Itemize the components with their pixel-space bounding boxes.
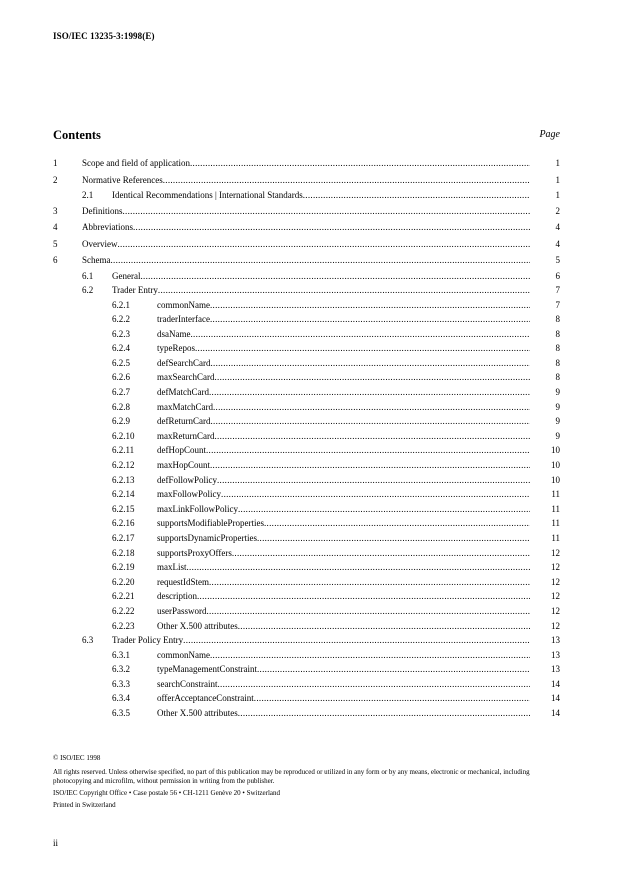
toc-entry-title-leader — [157, 662, 530, 677]
dot-leader — [215, 429, 531, 444]
toc-entry[interactable] — [53, 203, 560, 220]
toc-entry[interactable] — [53, 341, 560, 356]
toc-entry-number: 6.2.13 — [112, 474, 135, 485]
toc-entry-number: 6.2.16 — [112, 518, 135, 529]
toc-entry-page: 10 — [551, 474, 560, 485]
toc-entry-title: Other X.500 attributes — [157, 620, 238, 631]
dot-leader — [209, 385, 530, 400]
toc-entry-page: 7 — [555, 285, 560, 295]
toc-entry-page: 12 — [551, 547, 560, 558]
toc-entry-number: 6.2.3 — [112, 328, 130, 339]
dot-leader — [221, 487, 530, 502]
toc-entry[interactable] — [53, 269, 560, 284]
toc-entry-number: 6.2.20 — [112, 576, 135, 587]
toc-entry-title: commonName — [157, 649, 210, 660]
toc-entry-number: 4 — [53, 222, 58, 232]
toc-entry[interactable] — [53, 312, 560, 327]
page-column-label: Page — [539, 129, 560, 140]
dot-leader — [191, 327, 531, 342]
dot-leader — [183, 633, 530, 648]
toc-entry-title: requestIdStem — [157, 576, 209, 587]
toc-entry-page: 13 — [551, 649, 560, 660]
toc-entry-title: Schema — [82, 255, 111, 265]
toc-entry-title: Identical Recommendations | International Standards — [112, 190, 303, 200]
toc-entry-title-leader — [157, 560, 530, 575]
contents-heading: Contents — [53, 128, 101, 142]
toc-entry-title-leader — [157, 502, 530, 517]
toc-entry-page: 8 — [555, 357, 560, 368]
printed-in: Printed in Switzerland — [53, 800, 116, 809]
toc-entry-title: commonName — [157, 299, 210, 310]
toc-entry-number: 6.1 — [82, 270, 94, 281]
toc-entry-title-leader — [157, 356, 530, 371]
toc-entry-title: supportsDynamicProperties — [157, 533, 257, 543]
toc-entry-page: 9 — [555, 387, 560, 398]
toc-entry-number: 6.2.4 — [112, 343, 130, 354]
toc-entry-title-leader — [82, 252, 530, 269]
toc-entry-number: 6.3.4 — [112, 693, 130, 704]
toc-entry[interactable] — [53, 155, 560, 172]
copyright-office-address: ISO/IEC Copyright Office • Case postale 56 • CH-1211 Genève 20 • Switzerland — [53, 788, 281, 797]
toc-entry-title-leader — [157, 458, 530, 473]
toc-entry[interactable] — [53, 370, 560, 385]
toc-entry-title: typeManagementConstraint — [157, 664, 257, 675]
toc-entry-page: 6 — [555, 270, 560, 281]
toc-entry-number: 6.2.19 — [112, 562, 135, 573]
toc-entry[interactable] — [53, 546, 560, 561]
dot-leader — [213, 400, 530, 415]
dot-leader — [210, 458, 530, 473]
toc-entry[interactable] — [53, 648, 560, 663]
toc-entry-number: 2 — [53, 174, 58, 185]
toc-entry-number: 6.2.21 — [112, 591, 135, 602]
toc-entry-title: maxMatchCard — [157, 401, 213, 412]
toc-entry-title-leader — [157, 706, 530, 721]
toc-entry[interactable] — [53, 633, 560, 648]
toc-entry-title: defFollowPolicy — [157, 474, 217, 485]
dot-leader — [190, 155, 530, 172]
table-of-contents — [53, 155, 560, 721]
toc-entry-page: 11 — [551, 533, 560, 543]
toc-entry-number: 6.2.14 — [112, 489, 135, 500]
toc-entry-title-leader — [157, 589, 530, 604]
toc-entry-number: 6.3.3 — [112, 678, 130, 689]
toc-entry-title: Scope and field of application — [82, 158, 190, 168]
toc-entry-number: 6 — [53, 255, 58, 265]
toc-entry-title-leader — [157, 619, 530, 634]
toc-entry-title-leader — [82, 155, 530, 172]
toc-entry-title: Trader Entry — [112, 285, 158, 295]
dot-leader — [210, 298, 530, 313]
dot-leader — [210, 356, 530, 371]
toc-entry-title: traderInterface — [157, 314, 210, 325]
toc-entry[interactable] — [53, 589, 560, 604]
toc-entry-title: description — [157, 591, 197, 602]
dot-leader — [264, 516, 530, 531]
toc-entry-page: 8 — [555, 328, 560, 339]
toc-entry-title-leader — [157, 443, 530, 458]
toc-entry[interactable] — [53, 298, 560, 313]
toc-entry-title: defHopCount — [157, 445, 206, 456]
toc-entry-title-leader — [157, 298, 530, 313]
rights-statement: All rights reserved. Unless otherwise specified, no part of this publication may be reproduced or utilized in any form or by any means, electronic or mechanical, including photocopying and microfilm, without permission in writing from the publisher. — [53, 767, 530, 786]
toc-entry-title: defReturnCard — [157, 416, 211, 427]
toc-entry[interactable] — [53, 172, 560, 189]
toc-entry-page: 13 — [551, 664, 560, 675]
toc-entry-page: 12 — [551, 605, 560, 616]
toc-entry-number: 6.2.9 — [112, 416, 130, 427]
dot-leader — [257, 662, 530, 677]
toc-entry-page: 4 — [555, 222, 560, 232]
toc-entry-title: Trader Policy Entry — [112, 635, 184, 646]
toc-entry-page: 8 — [555, 314, 560, 325]
toc-entry-number: 6.2.10 — [112, 430, 135, 441]
toc-entry[interactable] — [53, 443, 560, 458]
toc-entry-number: 6.3.1 — [112, 649, 130, 660]
toc-entry-number: 6.2.12 — [112, 460, 135, 471]
toc-entry-number: 6.2 — [82, 285, 94, 295]
toc-entry-title: defMatchCard — [157, 387, 209, 398]
toc-entry-title: Definitions — [82, 205, 123, 216]
toc-entry-title-leader — [157, 604, 530, 619]
toc-entry-page: 1 — [555, 158, 560, 168]
toc-entry-title-leader — [112, 188, 530, 203]
toc-entry[interactable] — [53, 236, 560, 253]
toc-entry-page: 13 — [551, 635, 560, 646]
dot-leader — [158, 283, 530, 298]
toc-entry-title-leader — [157, 487, 530, 502]
toc-entry-page: 9 — [555, 416, 560, 427]
toc-entry-title-leader — [112, 269, 530, 284]
toc-entry-page: 12 — [551, 576, 560, 587]
toc-entry-title: searchConstraint — [157, 678, 218, 689]
toc-entry[interactable] — [53, 706, 560, 721]
dot-leader — [238, 706, 530, 721]
dot-leader — [254, 691, 530, 706]
dot-leader — [206, 443, 530, 458]
toc-entry[interactable] — [53, 219, 560, 236]
toc-entry-title-leader — [157, 341, 530, 356]
toc-entry[interactable] — [53, 188, 560, 203]
toc-entry-number: 6.2.5 — [112, 357, 130, 368]
toc-entry-number: 6.3 — [82, 635, 94, 646]
toc-entry[interactable] — [53, 516, 560, 531]
toc-entry-title: offerAcceptanceConstraint — [157, 693, 254, 704]
toc-entry-title-leader — [157, 385, 530, 400]
dot-leader — [197, 589, 530, 604]
toc-entry-title: Other X.500 attributes — [157, 708, 238, 719]
toc-entry-page: 9 — [555, 401, 560, 412]
toc-entry-number: 6.2.6 — [112, 372, 130, 383]
toc-entry-title: defSearchCard — [157, 357, 211, 368]
dot-leader — [123, 203, 531, 220]
toc-entry-page: 11 — [551, 518, 560, 529]
toc-entry-number: 6.2.11 — [112, 445, 135, 456]
toc-entry-number: 6.2.2 — [112, 314, 130, 325]
dot-leader — [195, 341, 530, 356]
toc-entry-page: 1 — [555, 190, 560, 200]
toc-entry-title: maxReturnCard — [157, 430, 215, 441]
dot-leader — [232, 546, 530, 561]
toc-entry[interactable] — [53, 502, 560, 517]
toc-entry-number: 6.2.18 — [112, 547, 135, 558]
toc-entry-title-leader — [157, 473, 530, 488]
toc-entry-page: 12 — [551, 620, 560, 631]
toc-entry-page: 4 — [555, 238, 560, 249]
toc-entry-page: 11 — [551, 489, 560, 500]
toc-entry[interactable] — [53, 575, 560, 590]
toc-entry[interactable] — [53, 429, 560, 444]
toc-entry-title: maxHopCount — [157, 460, 210, 471]
page-number: ii — [53, 838, 59, 848]
document-header: ISO/IEC 13235-3:1998(E) — [53, 31, 155, 41]
dot-leader — [209, 575, 530, 590]
toc-entry-page: 7 — [555, 299, 560, 310]
toc-entry-page: 10 — [551, 445, 560, 456]
toc-entry-number: 3 — [53, 205, 58, 216]
toc-entry-page: 2 — [555, 205, 560, 216]
dot-leader — [207, 604, 531, 619]
dot-leader — [163, 172, 530, 189]
dot-leader — [214, 370, 530, 385]
toc-entry-title-leader — [112, 283, 530, 298]
toc-entry[interactable] — [53, 560, 560, 575]
toc-entry-title-leader — [157, 327, 530, 342]
dot-leader — [210, 312, 530, 327]
copyright-footer — [53, 754, 563, 813]
toc-entry-title: typeRepos — [157, 343, 195, 354]
toc-entry-page: 14 — [551, 693, 560, 704]
toc-entry-title-leader — [157, 312, 530, 327]
toc-entry-number: 6.2.17 — [112, 533, 135, 543]
dot-leader — [210, 648, 530, 663]
toc-entry-number: 6.2.1 — [112, 299, 130, 310]
toc-entry[interactable] — [53, 400, 560, 415]
toc-entry[interactable] — [53, 662, 560, 677]
toc-entry[interactable] — [53, 531, 560, 546]
dot-leader — [111, 252, 531, 269]
toc-entry-title: maxLinkFollowPolicy — [157, 503, 238, 514]
toc-entry-page: 8 — [555, 372, 560, 383]
toc-entry-number: 5 — [53, 238, 58, 249]
toc-entry-title-leader — [82, 172, 530, 189]
toc-entry-number: 6.2.23 — [112, 620, 135, 631]
dot-leader — [118, 236, 531, 253]
dot-leader — [217, 473, 530, 488]
toc-entry-title-leader — [157, 691, 530, 706]
toc-entry-title-leader — [157, 648, 530, 663]
toc-entry-title: supportsModifiableProperties — [157, 518, 264, 529]
toc-entry-title: userPassword — [157, 605, 207, 616]
toc-entry-number: 6.2.15 — [112, 503, 135, 514]
toc-entry-page: 14 — [551, 708, 560, 719]
dot-leader — [238, 502, 530, 517]
toc-entry-title-leader — [157, 414, 530, 429]
toc-entry-number: 2.1 — [82, 190, 94, 200]
toc-entry-page: 12 — [551, 562, 560, 573]
toc-entry[interactable] — [53, 385, 560, 400]
dot-leader — [187, 560, 531, 575]
toc-entry-title-leader — [157, 400, 530, 415]
toc-entry[interactable] — [53, 283, 560, 298]
toc-entry-title-leader — [157, 516, 530, 531]
toc-entry-number: 6.2.22 — [112, 605, 135, 616]
dot-leader — [238, 619, 530, 634]
toc-entry[interactable] — [53, 691, 560, 706]
toc-entry-title: Normative References — [82, 174, 163, 185]
toc-entry-page: 9 — [555, 430, 560, 441]
toc-entry-page: 14 — [551, 678, 560, 689]
toc-entry-title-leader — [157, 531, 530, 546]
toc-entry[interactable] — [53, 604, 560, 619]
toc-entry[interactable] — [53, 619, 560, 634]
toc-entry-number: 6.3.2 — [112, 664, 130, 675]
toc-entry[interactable] — [53, 252, 560, 269]
toc-entry[interactable] — [53, 487, 560, 502]
dot-leader — [257, 531, 530, 546]
toc-entry-page: 8 — [555, 343, 560, 354]
copyright-notice: © ISO/IEC 1998 — [53, 754, 101, 762]
toc-entry-title-leader — [82, 203, 530, 220]
toc-entry-title: Abbreviations — [82, 222, 133, 232]
toc-entry-title-leader — [112, 633, 530, 648]
toc-entry-number: 6.2.7 — [112, 387, 130, 398]
toc-entry-number: 6.2.8 — [112, 401, 130, 412]
toc-entry[interactable] — [53, 356, 560, 371]
dot-leader — [217, 677, 530, 692]
toc-entry-page: 10 — [551, 460, 560, 471]
toc-entry-title: maxSearchCard — [157, 372, 215, 383]
dot-leader — [140, 269, 530, 284]
toc-entry-number: 6.3.5 — [112, 708, 130, 719]
toc-entry-page: 11 — [551, 503, 560, 514]
toc-entry-page: 12 — [551, 591, 560, 602]
toc-entry-title-leader — [82, 236, 530, 253]
toc-entry-page: 1 — [555, 174, 560, 185]
toc-entry[interactable] — [53, 677, 560, 692]
toc-entry-title-leader — [157, 575, 530, 590]
toc-entry-title-leader — [157, 370, 530, 385]
toc-entry-title-leader — [157, 677, 530, 692]
toc-entry-number: 1 — [53, 158, 58, 168]
dot-leader — [303, 188, 530, 203]
toc-entry-title: dsaName — [157, 328, 191, 339]
toc-entry[interactable] — [53, 458, 560, 473]
dot-leader — [133, 219, 530, 236]
toc-entry-title: Overview — [82, 238, 118, 249]
toc-entry-page: 5 — [555, 255, 560, 265]
toc-entry-title-leader — [157, 546, 530, 561]
dot-leader — [210, 414, 530, 429]
toc-entry-title: maxFollowPolicy — [157, 489, 222, 500]
toc-entry[interactable] — [53, 473, 560, 488]
toc-entry[interactable] — [53, 414, 560, 429]
toc-entry-title: supportsProxyOffers — [157, 547, 232, 558]
toc-entry-title-leader — [82, 219, 530, 236]
toc-entry[interactable] — [53, 327, 560, 342]
toc-entry-title-leader — [157, 429, 530, 444]
toc-entry-title: General — [112, 270, 141, 281]
toc-entry-title: maxList — [157, 562, 187, 573]
